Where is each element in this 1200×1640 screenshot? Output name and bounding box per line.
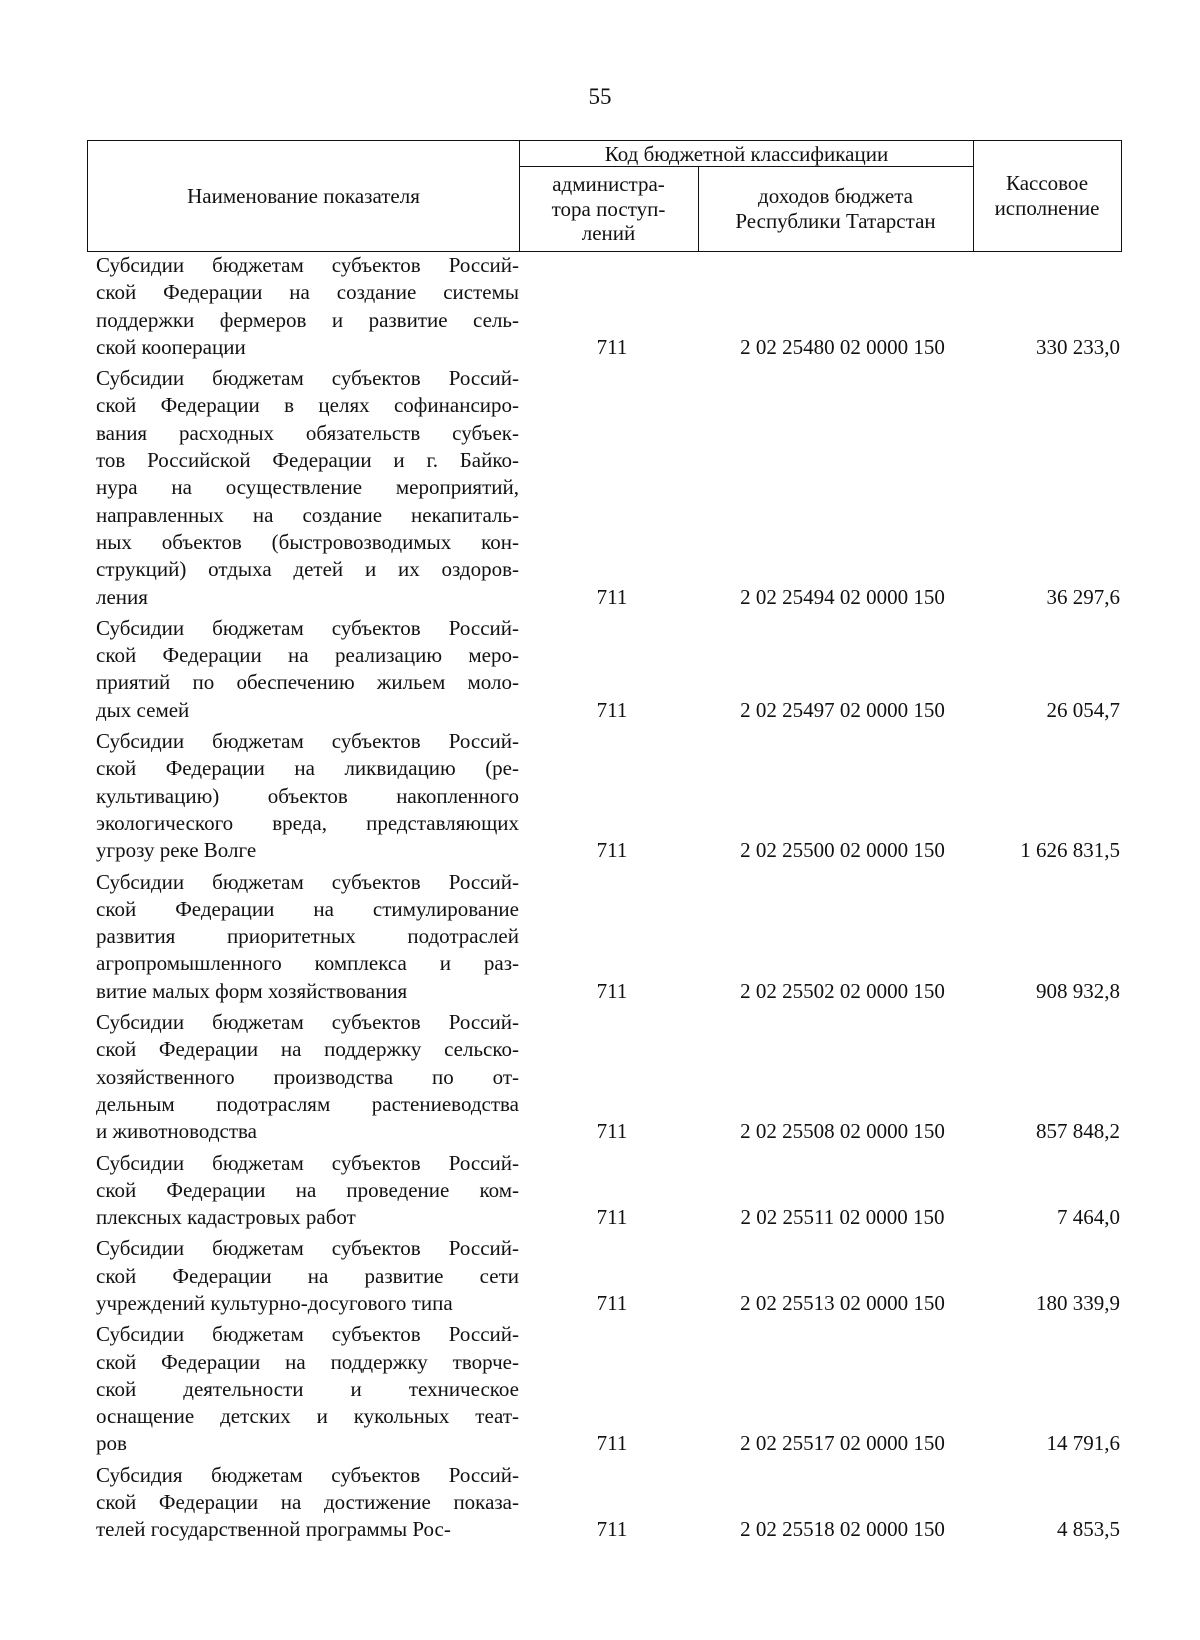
row-name-line: Субсидии бюджетам субъектов Россий- (96, 253, 519, 277)
table-row (87, 365, 1122, 611)
row-name (87, 1150, 519, 1232)
row-name-line: нура на осуществление мероприятий, (96, 475, 519, 500)
row-name-line: дых семей (96, 697, 190, 722)
row-income-code: 2 02 25518 02 0000 150 (740, 1517, 945, 1542)
row-admin-code: 711 (596, 584, 628, 609)
row-name-line: оснащение детских и кукольных теат- (96, 1404, 519, 1429)
row-name-line: ской Федерации на проведение ком- (96, 1177, 519, 1202)
page-number: 55 (588, 84, 612, 109)
table-row (87, 1462, 1122, 1544)
table-row (87, 1321, 1122, 1457)
row-admin-code: 711 (596, 697, 628, 722)
row-name-line: развития приоритетных подотраслей (96, 924, 519, 949)
row-name (87, 869, 519, 1005)
row-admin-code: 711 (596, 1205, 628, 1230)
row-name-line: ской деятельности и техническое (96, 1376, 519, 1401)
row-name-line: дельным подотраслям растениеводства (96, 1091, 519, 1116)
row-amount: 330 233,0 (1036, 334, 1120, 359)
row-admin-code: 711 (596, 1517, 628, 1542)
header-amount: Кассовое исполнение (994, 171, 1100, 220)
row-amount: 7 464,0 (1057, 1205, 1120, 1230)
row-name-line: ской Федерации на поддержку творче- (96, 1349, 519, 1374)
row-name-line: Субсидии бюджетам субъектов Россий- (96, 1010, 519, 1035)
row-name-line: струкций) отдыха детей и их оздоров- (96, 557, 519, 582)
header-name: Наименование показателя (187, 183, 420, 208)
row-name-line: ления (96, 584, 148, 609)
row-name-line: культивацию) объектов накопленного (96, 783, 519, 808)
row-name-line: ской Федерации на развитие сети (96, 1263, 519, 1288)
row-amount: 857 848,2 (1036, 1119, 1120, 1144)
row-name-line: угрозу реке Волге (96, 838, 257, 863)
header-code: доходов бюджета Республики Татарстан (735, 184, 936, 233)
row-name (87, 1235, 519, 1317)
row-name-line: Субсидии бюджетам субъектов Россий- (96, 729, 519, 754)
row-name (87, 1462, 519, 1544)
row-name-line: ской Федерации на реализацию меро- (96, 643, 519, 668)
row-name-line: ской Федерации в целях софинансиро- (96, 393, 519, 418)
row-amount: 36 297,6 (1046, 584, 1120, 609)
row-admin-code: 711 (596, 838, 628, 863)
row-name (87, 252, 519, 361)
row-admin-code: 711 (596, 978, 628, 1003)
row-name-line: поддержки фермеров и развитие сель- (96, 307, 519, 332)
row-income-code: 2 02 25502 02 0000 150 (740, 978, 945, 1003)
table-body (87, 252, 1122, 1548)
row-name-line: приятий по обеспечению жильем моло- (96, 670, 519, 695)
row-amount: 180 339,9 (1036, 1290, 1120, 1315)
row-income-code: 2 02 25497 02 0000 150 (740, 697, 945, 722)
row-name (87, 1009, 519, 1145)
row-name-line: ской Федерации на ликвидацию (ре- (96, 756, 519, 781)
row-name-line: Субсидии бюджетам субъектов Россий- (96, 869, 519, 894)
row-admin-code: 711 (596, 1290, 628, 1315)
row-name-line: Субсидии бюджетам субъектов Россий- (96, 1236, 519, 1261)
table-row (87, 252, 1122, 361)
row-income-code: 2 02 25513 02 0000 150 (740, 1290, 945, 1315)
row-name-line: витие малых форм хозяйствования (96, 978, 408, 1003)
row-name (87, 615, 519, 724)
row-income-code: 2 02 25508 02 0000 150 (740, 1119, 945, 1144)
row-amount: 14 791,6 (1046, 1431, 1120, 1456)
row-name-line: телей государственной программы Рос- (96, 1517, 451, 1542)
row-name-line: ской Федерации на поддержку сельско- (96, 1037, 519, 1062)
row-income-code: 2 02 25511 02 0000 150 (740, 1205, 945, 1230)
row-income-code: 2 02 25480 02 0000 150 (740, 334, 945, 359)
row-income-code: 2 02 25500 02 0000 150 (740, 838, 945, 863)
row-name (87, 728, 519, 864)
table-row (87, 728, 1122, 864)
table-row (87, 869, 1122, 1005)
row-name-line: экологического вреда, представляющих (96, 810, 519, 835)
row-name-line: тов Российской Федерации и г. Байко- (96, 448, 519, 473)
row-admin-code: 711 (596, 1431, 628, 1456)
row-name-line: хозяйственного производства по от- (96, 1064, 519, 1089)
row-name-line: Субсидии бюджетам субъектов Россий- (96, 1322, 519, 1347)
row-amount: 4 853,5 (1057, 1517, 1120, 1542)
row-admin-code: 711 (596, 1119, 628, 1144)
row-name-line: ской Федерации на создание системы (96, 280, 519, 305)
row-name-line: и животноводства (96, 1119, 257, 1144)
row-amount: 26 054,7 (1046, 697, 1120, 722)
row-amount: 1 626 831,5 (1020, 838, 1120, 863)
row-name-line: ных объектов (быстровозводимых кон- (96, 529, 519, 554)
row-name-line: плексных кадастровых работ (96, 1205, 356, 1230)
table-row (87, 1235, 1122, 1317)
row-name-line: направленных на создание некапиталь- (96, 502, 519, 527)
row-name-line: вания расходных обязательств субъек- (96, 420, 519, 445)
row-name-line: ской Федерации на стимулирование (96, 896, 519, 921)
row-name-line: Субсидия бюджетам субъектов Россий- (96, 1462, 519, 1487)
row-name-line: агропромышленного комплекса и раз- (96, 951, 519, 976)
row-name (87, 365, 519, 611)
table-row (87, 615, 1122, 724)
row-name-line: ской кооперации (96, 334, 246, 359)
row-name-line: Субсидии бюджетам субъектов Россий- (96, 615, 519, 640)
row-name-line: ской Федерации на достижение показа- (96, 1490, 519, 1515)
row-amount: 908 932,8 (1036, 978, 1120, 1003)
table-header (87, 140, 1122, 252)
table-row (87, 1009, 1122, 1145)
row-income-code: 2 02 25494 02 0000 150 (740, 584, 945, 609)
row-name (87, 1321, 519, 1457)
header-admin: администра- тора поступ- лений (551, 171, 666, 246)
row-name-line: ров (96, 1431, 127, 1456)
row-name-line: Субсидии бюджетам субъектов Россий- (96, 1150, 519, 1175)
row-income-code: 2 02 25517 02 0000 150 (740, 1431, 945, 1456)
row-admin-code: 711 (596, 334, 628, 359)
header-group-label: Код бюджетной классификации (604, 141, 889, 166)
row-name-line: Субсидии бюджетам субъектов Россий- (96, 366, 519, 391)
row-name-line: учреждений культурно-досугового типа (96, 1290, 453, 1315)
table-row (87, 1150, 1122, 1232)
